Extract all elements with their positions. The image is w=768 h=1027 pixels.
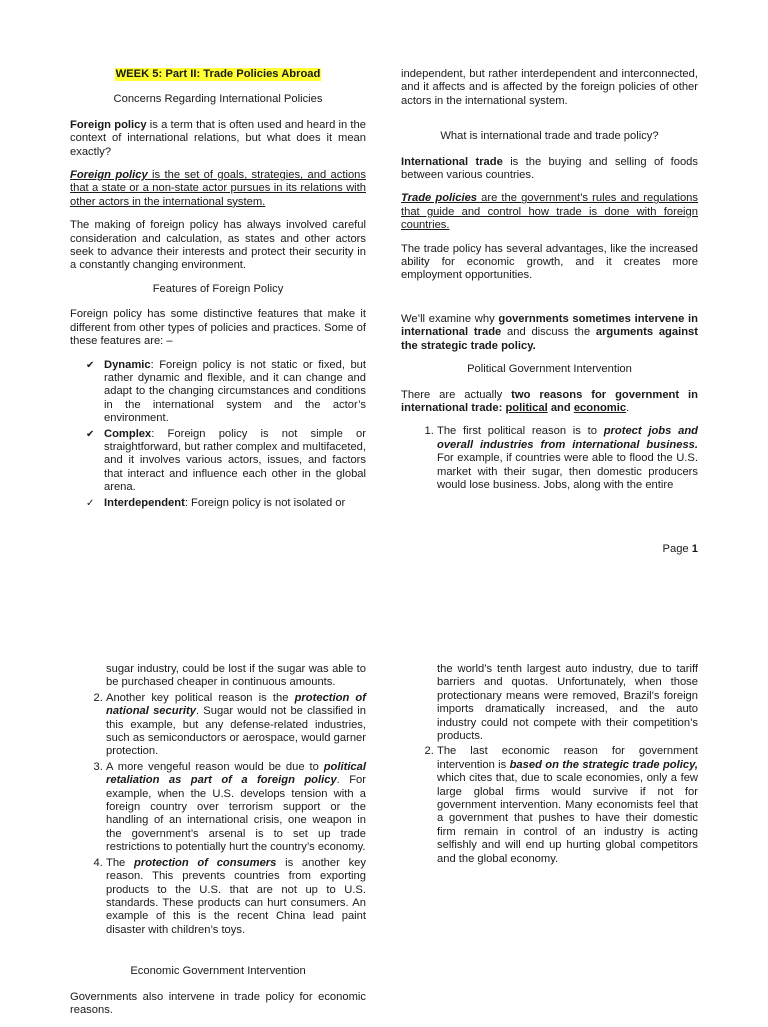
list-item: ✔ Complex: Foreign policy is not simple or straightforward, but rather complex and multifaceted, and it involves various actors, issues, and factors that interact and influence each other in the global arena.: [86, 427, 366, 494]
paragraph-features-intro: Foreign policy has some distinctive features that make it different from other types of policies and practices. Some of these features are: –: [70, 308, 366, 348]
paragraph-brazil-cont: the world’s tenth largest auto industry, due to tariff barriers and quotas. Unfortunately, when those protectionary means were removed, Brazil’s foreign imports dramatically increased, and the auto industry could not compete with their competition’s products.: [437, 663, 698, 743]
check-icon: ✓: [86, 497, 95, 509]
paragraph-foreign-policy-making: The making of foreign policy has always involved careful consideration and calculation, as states and other actors seek to advance their interests and protect their security in a constantly changing environment.: [70, 219, 366, 272]
paragraph-international-trade: International trade is the buying and selling of foods between various countries.: [401, 155, 698, 182]
check-icon: ✔: [86, 428, 95, 440]
paragraph-foreign-policy-definition: Foreign policy is the set of goals, strategies, and actions that a state or a non-state actor pursues in its relations with other actors in the international system.: [70, 169, 366, 208]
paragraph-two-reasons: There are actually two reasons for government in international trade: political and economic.: [401, 388, 698, 414]
paragraph-foreign-policy-intro: Foreign policy is a term that is often used and heard in the context of international relations, but what does it mean exactly?: [70, 118, 366, 158]
paragraph-trade-policy-advantages: The trade policy has several advantages, like the increased ability for economic growth, and it creates more employment opportunities.: [401, 242, 698, 282]
paragraph-economic-reasons: Governments also intervene in trade policy for economic reasons.: [70, 990, 366, 1016]
heading-features: Features of Foreign Policy: [152, 282, 284, 295]
features-list: [70, 359, 366, 510]
heading-concerns: Concerns Regarding International Policies: [113, 93, 323, 106]
list-item: ✓ Interdependent: Foreign policy is not isolated or: [86, 496, 346, 509]
paragraph-examine-intervention: We’ll examine why governments sometimes intervene in international trade and discuss the arguments against the strategic trade policy.: [401, 312, 698, 352]
heading-economic-intervention: Economic Government Intervention: [130, 965, 306, 978]
list-item: 4. The protection of consumers is another key reason. This prevents countries from exporting products to the U.S. that are not up to U.S. standards. These products can hurt consumers. An example of this is the recent China lead paint disaster with children’s toys.: [106, 857, 366, 937]
page2-right-column: [401, 663, 698, 868]
list-item: 2. Another key political reason is the protection of national security. Sugar would not be classified in this example, but any defense-related industries, such as semiconductors or aerospace, would garner protection.: [106, 692, 366, 759]
list-item: 2. The last economic reason for government intervention is based on the strategic trade policy, which cites that, due to scale economies, only a few large global firms would survive if not for government intervention. Many economists feel that a government that pushes to have their domestic firm remain in control of an industry is acting selfishly and will end up hurting global competitors and the global economy.: [437, 745, 698, 866]
economic-reasons-list: [401, 745, 698, 866]
page-gap: [0, 570, 768, 648]
heading-political-intervention: Political Government Intervention: [467, 363, 632, 376]
paragraph-interdependent-cont: independent, but rather interdependent and interconnected, and it affects and is affected by the foreign policies of other actors in the international system.: [401, 68, 698, 107]
list-item: 1. The first political reason is to protect jobs and overall industries from international business. For example, if countries were able to flood the U.S. market with their sugar, then domestic producers would lose business. Jobs, along with the entire: [437, 425, 698, 492]
list-item: ✔ Dynamic: Foreign policy is not static or fixed, but rather dynamic and flexible, and it can change and adapt to the changing circumstances and conditions in the international system and the actor’s environment.: [86, 358, 366, 425]
paragraph-trade-policies-definition: Trade policies are the government’s rules and regulations that guide and control how trade is done with foreign countries.: [401, 192, 698, 232]
heading-trade-policy: What is international trade and trade policy?: [440, 130, 659, 143]
page1-left-column: [70, 68, 366, 512]
list-item: 3. A more vengeful reason would be due to political retaliation as part of a foreign policy. For example, when the U.S. develops tension with a foreign country over terrorism support or the handling of an international crisis, one weapon in the government’s arsenal is to set up trade restrictions to potentially hurt the country’s economy.: [106, 761, 366, 855]
document-title: WEEK 5: Part II: Trade Policies Abroad: [115, 68, 321, 80]
page1-right-column: [401, 68, 698, 494]
check-icon: ✔: [86, 359, 95, 371]
page2-left-column: [70, 663, 366, 1027]
political-reasons-list-cont: [70, 692, 366, 937]
page-number: Page 1: [662, 543, 698, 555]
political-reasons-list: [401, 425, 698, 492]
paragraph-sugar-cont: sugar industry, could be lost if the sugar was able to be purchased cheaper in continuous amounts.: [106, 663, 366, 689]
